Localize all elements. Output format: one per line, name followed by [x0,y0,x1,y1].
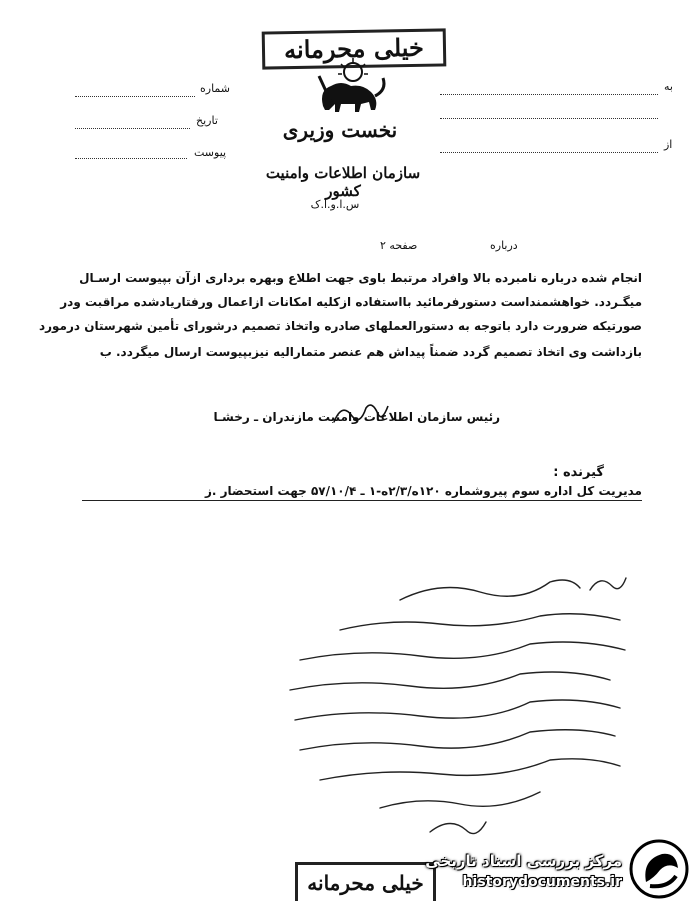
recipients-label: گیرنده : [553,465,604,480]
attachment-dotted-line [75,158,187,159]
signature-scribble-icon [330,398,390,428]
signature-line: رئیس سازمان اطلاعات وامنیت مازندران ـ رخشـا [213,410,500,424]
recipients-line: مدیریت کل اداره سوم پیروشماره ۱۲۰ه/۲/۳ه-۱ ـ ۵۷/۱۰/۴ جهت استحضار .ز [82,484,642,501]
date-label: تاریخ [196,114,218,127]
to-dotted-line [440,94,658,95]
lion-and-sun-emblem-icon [305,56,395,124]
attachment-label: پیوست [194,146,227,159]
number-dotted-line [75,96,195,97]
watermark-title: مرکز بررسی اسناد تاریخی [425,852,622,870]
to-label: به [664,80,673,93]
organization-name-line2: سازمان اطلاعات وامنیت کشور [265,164,421,200]
watermark-url: historydocuments.ir [462,874,622,890]
classification-stamp-bottom: خیلی محرمانه [295,862,436,901]
date-dotted-line [75,128,190,129]
organization-name-line1: نخست وزیری [282,118,398,142]
to-dotted-line-2 [440,118,658,119]
classification-stamp: خیلی محرمانه [262,28,447,69]
subject-label: درباره [490,239,518,252]
from-dotted-line [440,152,658,153]
body-line-3: صورتیکه ضرورت دارد باتوجه به دستورالعملهای صادره واتخاذ تصمیم درشورای تأمین شهرستان درمورد [38,319,642,333]
organization-code: س.ا.و.ا.ک [310,198,360,211]
body-line-2: میگـردد. خواهشمنداست دستورفرمائید بااستفاده ازکلیه امکانات ازاعمال ورفتاریادشده مراقبت ودر [60,295,642,309]
handwritten-annotation-icon [280,560,660,850]
number-label: شماره [200,82,231,95]
body-line-1: انجام شده درباره نامبرده بالا وافراد مرتبط باوی جهت اطلاع وبهره برداری ازآن بپیوست ارسـال [79,271,642,285]
archive-logo-icon [628,838,690,900]
body-line-4: بازداشت وی اتخاذ تصمیم گردد ضمناً پیداش هم عنصر متمارالیه نیزبپیوست ارسال میگردد. ب [99,345,642,359]
from-label: از [664,138,673,151]
page-number: صفحه ۲ [380,239,418,252]
